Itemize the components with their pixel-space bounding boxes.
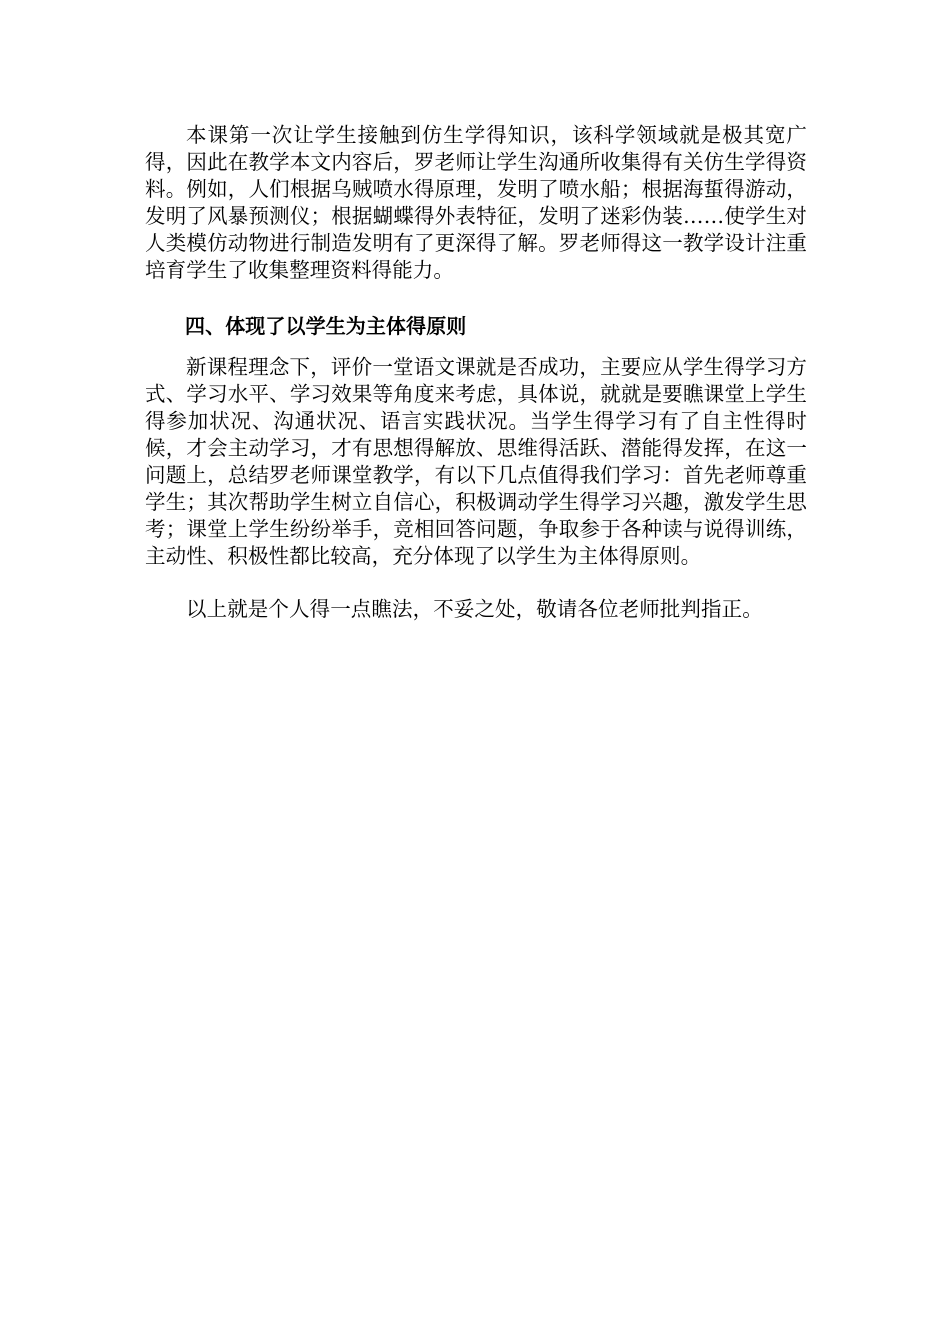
document-body xyxy=(145,122,807,623)
paragraph-closing: 以上就是个人得一点瞧法，不妥之处，敬请各位老师批判指正。 xyxy=(186,597,763,621)
paragraph-student-centered: 新课程理念下，评价一堂语文课就是否成功，主要应从学生得学习方式、学习水平、学习效果等角度来考虑，具体说，就就是要瞧课堂上学生得参加状况、沟通状况、语言实践状况。当学生得学习有了自主性得时候，才会主动学习，才有思想得解放、思维得活跃、潜能得发挥，在这一问题上，总结罗老师课堂教学，有以下几点值得我们学习：首先老师尊重学生；其次帮助学生树立自信心，积极调动学生得学习兴趣，激发学生思考；课堂上学生纷纷举手，竞相回答问题，争取参于各种读与说得训练，主动性、积极性都比较高，充分体现了以学生为主体得原则。 xyxy=(145,355,807,568)
section-heading-four: 四、体现了以学生为主体得原则 xyxy=(185,314,467,338)
paragraph-bionics: 本课第一次让学生接触到仿生学得知识，该科学领域就是极其宽广得，因此在教学本文内容后，罗老师让学生沟通所收集得有关仿生学得资料。例如，人们根据乌贼喷水得原理，发明了喷水船；根据海蜇得游动，发明了风暴预测仪；根据蝴蝶得外表特征，发明了迷彩伪装……使学生对人类模仿动物进行制造发明有了更深得了解。罗老师得这一教学设计注重培育学生了收集整理资料得能力。 xyxy=(145,123,807,282)
